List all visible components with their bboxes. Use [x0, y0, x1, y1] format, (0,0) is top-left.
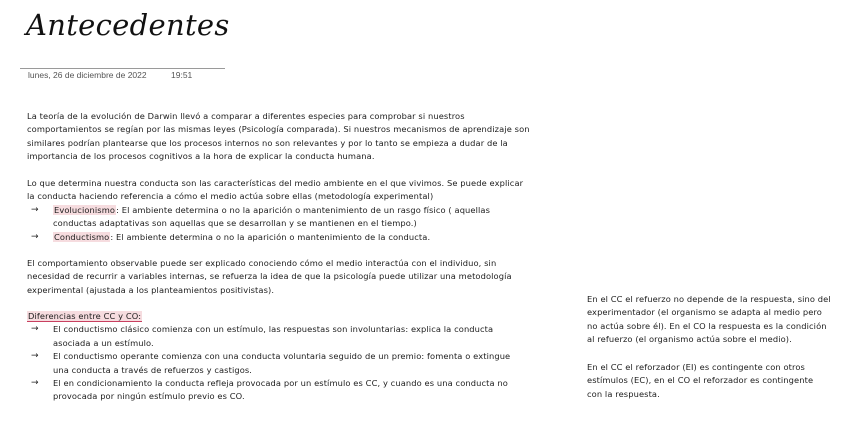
- list-item: [27, 377, 510, 404]
- paragraph-line: con la respuesta.: [587, 388, 660, 399]
- paragraph-line: En el CC el reforzador (EI) es contingente con otros: [587, 362, 805, 372]
- arrow-right-icon: →: [31, 324, 39, 335]
- paragraph-line: estímulos (EC), en el CO el reforzador es contingente: [587, 375, 814, 386]
- list-item: [27, 350, 510, 377]
- list-item-conductismo: [27, 231, 523, 244]
- paragraph-line: experimental (ajustada a los planteamientos positivistas).: [27, 284, 275, 295]
- paragraph-line: La teoría de la evolución de Darwin llevó a comparar a diferentes especies para comprobar si nuestros: [27, 111, 465, 121]
- list-item: [27, 323, 510, 350]
- arrow-right-icon: →: [31, 231, 39, 242]
- side-note-reforzador[interactable]: [587, 361, 813, 401]
- page-title: Antecedentes: [26, 8, 230, 42]
- list-item-text: El conductismo operante comienza con una conducta voluntaria seguido de un premio: fomenta o extingue: [53, 351, 511, 362]
- paragraph-environment[interactable]: [27, 177, 523, 244]
- list-item-continuation: una conducta a través de refuerzos y castigos.: [53, 364, 253, 375]
- paragraph-line: Lo que determina nuestra conducta son las características del medio ambiente en el que vivimos. Se puede explicar: [27, 178, 524, 188]
- paragraph-observable[interactable]: [27, 257, 512, 297]
- highlight-term: Conductismo: [54, 231, 110, 242]
- list-item-text: El conductismo clásico comienza con un estímulo, las respuestas son involuntarias: explica la conducta: [53, 324, 494, 335]
- section-heading: Diferencias entre CC y CO:: [28, 311, 142, 321]
- side-note-refuerzo[interactable]: [587, 293, 831, 347]
- paragraph-line: experimentador (el organismo se adapta al medio pero: [587, 307, 822, 318]
- list-item-text: El en condicionamiento la conducta refleja provocada por un estímulo es CC, y cuando es una conducta no: [53, 377, 508, 388]
- paragraph-line: no actúa sobre él). En el CO la respuesta es la condición: [587, 320, 827, 331]
- title-divider: [20, 68, 225, 69]
- page-time: 19:51: [171, 70, 193, 80]
- arrow-right-icon: →: [31, 351, 39, 362]
- paragraph-differences[interactable]: [27, 310, 510, 404]
- highlight-term: Evolucionismo: [54, 204, 116, 215]
- arrow-right-icon: →: [31, 204, 39, 215]
- list-item-text: : El ambiente determina o no la aparición o mantenimiento de la conducta.: [110, 231, 431, 242]
- list-item-text: : El ambiente determina o no la aparición o mantenimiento de un rasgo físico ( aquellas: [116, 204, 491, 215]
- list-item-continuation: asociada a un estímulo.: [53, 337, 154, 348]
- page-date: lunes, 26 de diciembre de 2022: [28, 70, 147, 80]
- paragraph-darwin[interactable]: [27, 110, 530, 164]
- paragraph-line: al refuerzo (el organismo actúa sobre el medio).: [587, 334, 792, 345]
- list-item-continuation: provocada por ningún estímulo previo es CO.: [53, 391, 245, 402]
- paragraph-line: similares podrían plantearse que los procesos internos no son relevantes y por lo tanto se empieza a dudar de la: [27, 137, 508, 148]
- list-item-continuation: conductas adaptativas son aquellas que se desarrollan y se mantienen en el tiempo.): [53, 218, 417, 229]
- paragraph-line: la conducta haciendo referencia a cómo el medio actúa sobre ellas (metodología experimental): [27, 191, 434, 202]
- paragraph-line: En el CC el refuerzo no depende de la respuesta, sino del: [587, 294, 831, 304]
- arrow-right-icon: →: [31, 377, 39, 388]
- paragraph-line: comportamientos se regían por las mismas leyes (Psicología comparada). Si nuestros mecanismos de aprendizaje son: [27, 124, 530, 135]
- paragraph-line: necesidad de recurrir a variables internas, se refuerza la idea de que la psicología puede utilizar una metodología: [27, 271, 512, 282]
- paragraph-line: importancia de los procesos cognitivos a la hora de explicar la conducta humana.: [27, 151, 375, 162]
- paragraph-line: El comportamiento observable puede ser explicado conociendo cómo el medio interactúa con el individuo, sin: [27, 258, 497, 268]
- list-item-evolucionismo: [27, 204, 523, 231]
